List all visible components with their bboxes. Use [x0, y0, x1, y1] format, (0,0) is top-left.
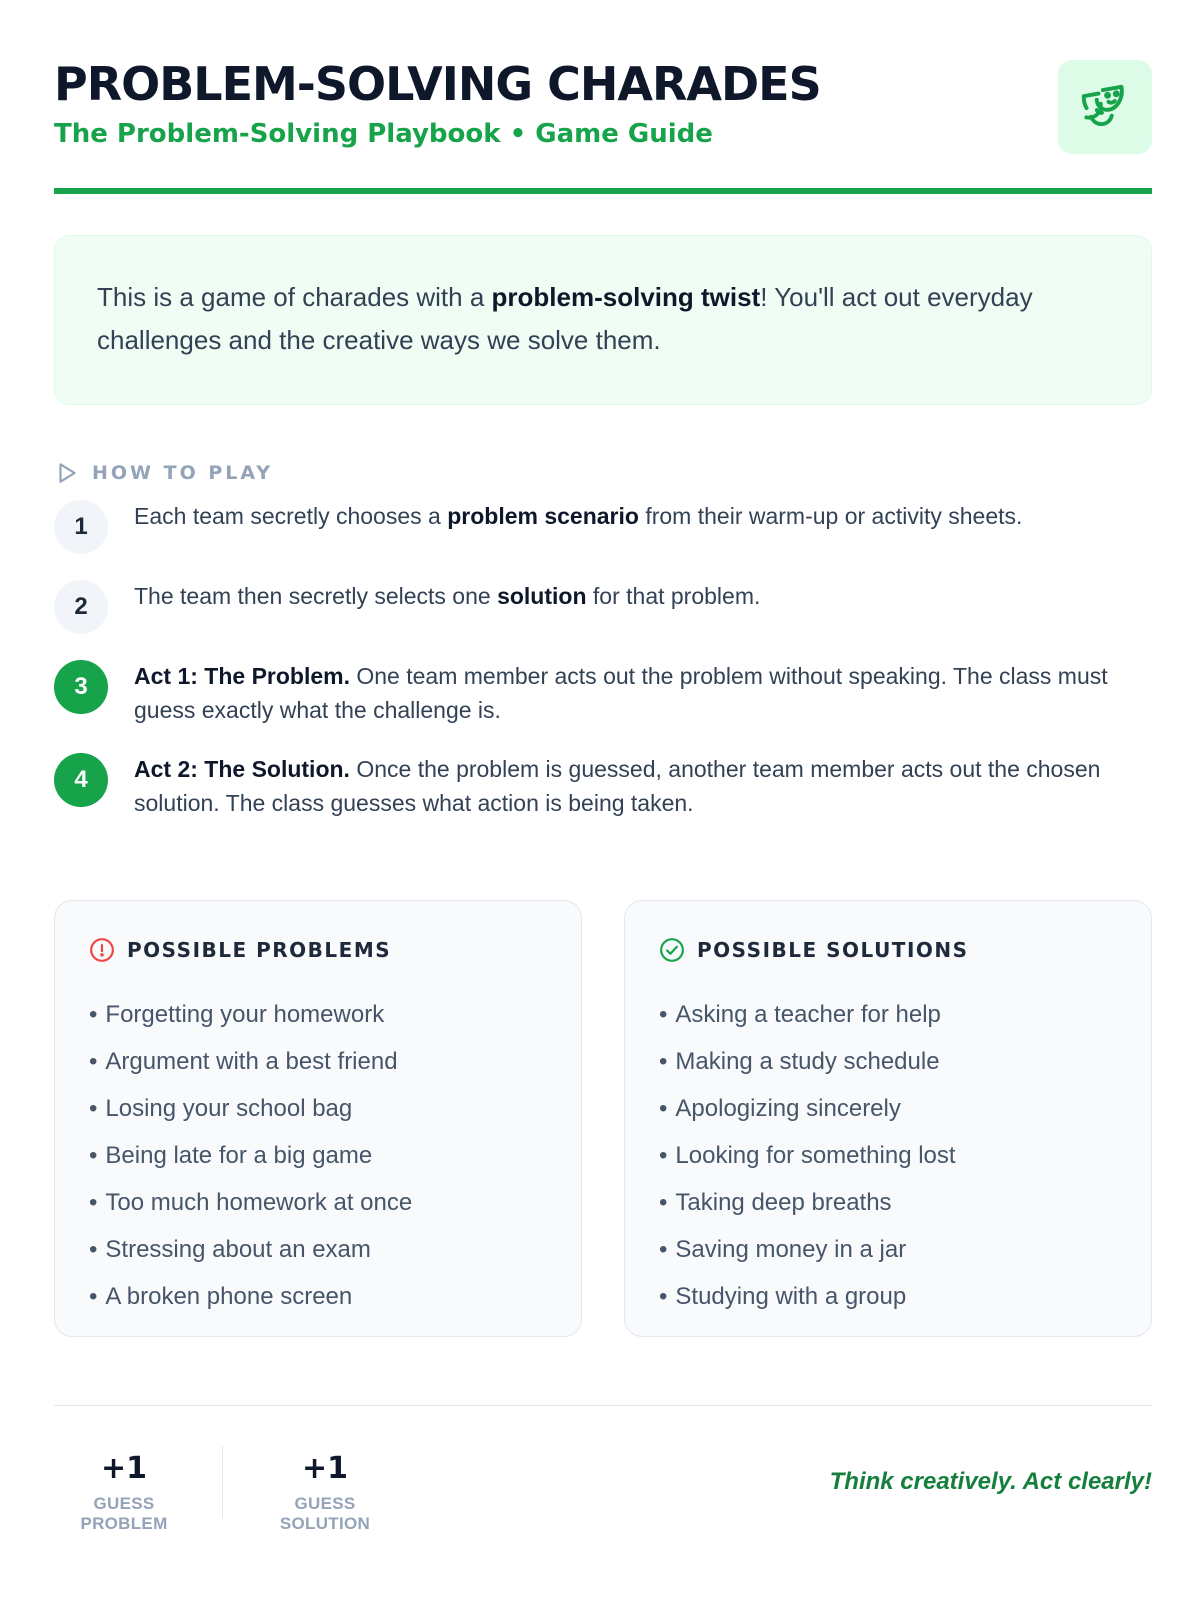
step-number: 1: [54, 500, 108, 554]
footer-divider: [54, 1405, 1152, 1406]
step-text: [134, 659, 1134, 727]
step-4: [54, 753, 1152, 820]
intro-callout: [54, 235, 1152, 405]
step-1: [54, 500, 1152, 554]
list-item: • Forgetting your homework: [89, 991, 547, 1038]
alert-circle-icon: [89, 937, 115, 963]
problems-card: [54, 900, 582, 1337]
step-text-post: Once the problem is guessed, another team member acts out the chosen solution. The class guesses what action is being taken.: [134, 756, 1101, 816]
stat-value: +1: [100, 1451, 147, 1486]
step-2: [54, 580, 1152, 634]
step-text-post: from their warm-up or activity sheets.: [638, 503, 1023, 529]
step-text-pre: The team then secretly selects one: [134, 583, 498, 609]
list-item: • Losing your school bag: [89, 1085, 547, 1132]
list-item: • Studying with a group: [659, 1273, 1117, 1320]
solutions-card-title: POSSIBLE SOLUTIONS: [697, 938, 969, 962]
solutions-card: [624, 900, 1152, 1337]
list-item: • Stressing about an exam: [89, 1226, 547, 1273]
stat-label: GUESS PROBLEM: [80, 1494, 168, 1533]
footer-tagline: Think creatively. Act clearly!: [829, 1468, 1152, 1495]
step-emphasis: Act 1: The Problem.: [134, 663, 350, 689]
intro-text-end: ! You'll act out everyday challenges and the creative ways we solve them.: [97, 282, 1033, 355]
header: [54, 56, 1152, 156]
list-item: • Being late for a big game: [89, 1132, 547, 1179]
step-number: 4: [54, 753, 108, 807]
stat-label: GUESS SOLUTION: [279, 1494, 371, 1533]
step-text: [134, 752, 1134, 820]
list-item: • Argument with a best friend: [89, 1038, 547, 1085]
step-emphasis: problem scenario: [447, 503, 639, 529]
problems-card-header: [89, 935, 547, 965]
intro-text: This is a game of charades with a: [97, 282, 492, 312]
step-text-post: One team member acts out the problem without speaking. The class must guess exactly what the challenge is.: [134, 663, 1108, 723]
problems-list: [89, 991, 547, 1320]
how-to-play-label: HOW TO PLAY: [92, 462, 274, 484]
check-circle-icon: [659, 937, 685, 963]
stat-divider: [222, 1446, 223, 1518]
problems-card-title: POSSIBLE PROBLEMS: [127, 938, 392, 962]
list-item: • Making a study schedule: [659, 1038, 1117, 1085]
step-number: 3: [54, 660, 108, 714]
step-text: [134, 499, 1134, 554]
stat-value: +1: [301, 1451, 348, 1486]
step-emphasis: Act 2: The Solution.: [134, 756, 350, 782]
list-item: • Too much homework at once: [89, 1179, 547, 1226]
list-item: • Apologizing sincerely: [659, 1085, 1117, 1132]
page-title: PROBLEM-SOLVING CHARADES: [54, 57, 821, 111]
list-item: • A broken phone screen: [89, 1273, 547, 1320]
list-item: • Asking a teacher for help: [659, 991, 1117, 1038]
list-item: • Saving money in a jar: [659, 1226, 1117, 1273]
logo-badge: [1058, 60, 1152, 154]
theater-masks-icon: [1079, 81, 1131, 133]
list-item: • Looking for something lost: [659, 1132, 1117, 1179]
page-subtitle: The Problem-Solving Playbook • Game Guide: [54, 119, 713, 149]
how-to-play-heading: [54, 458, 273, 488]
stat-guess-problem: [54, 1450, 194, 1534]
stat-guess-solution: [250, 1450, 400, 1534]
step-text: [134, 579, 1134, 634]
header-divider: [54, 188, 1152, 194]
intro-emphasis: problem-solving twist: [491, 282, 761, 312]
solutions-card-header: [659, 935, 1117, 965]
play-outline-icon: [54, 460, 80, 486]
step-text-pre: Each team secretly chooses a: [134, 503, 448, 529]
list-item: • Taking deep breaths: [659, 1179, 1117, 1226]
step-3: [54, 660, 1152, 727]
step-text-post: for that problem.: [586, 583, 761, 609]
solutions-list: [659, 991, 1117, 1320]
step-emphasis: solution: [497, 583, 587, 609]
step-number: 2: [54, 580, 108, 634]
game-guide-page: [54, 0, 1152, 1600]
